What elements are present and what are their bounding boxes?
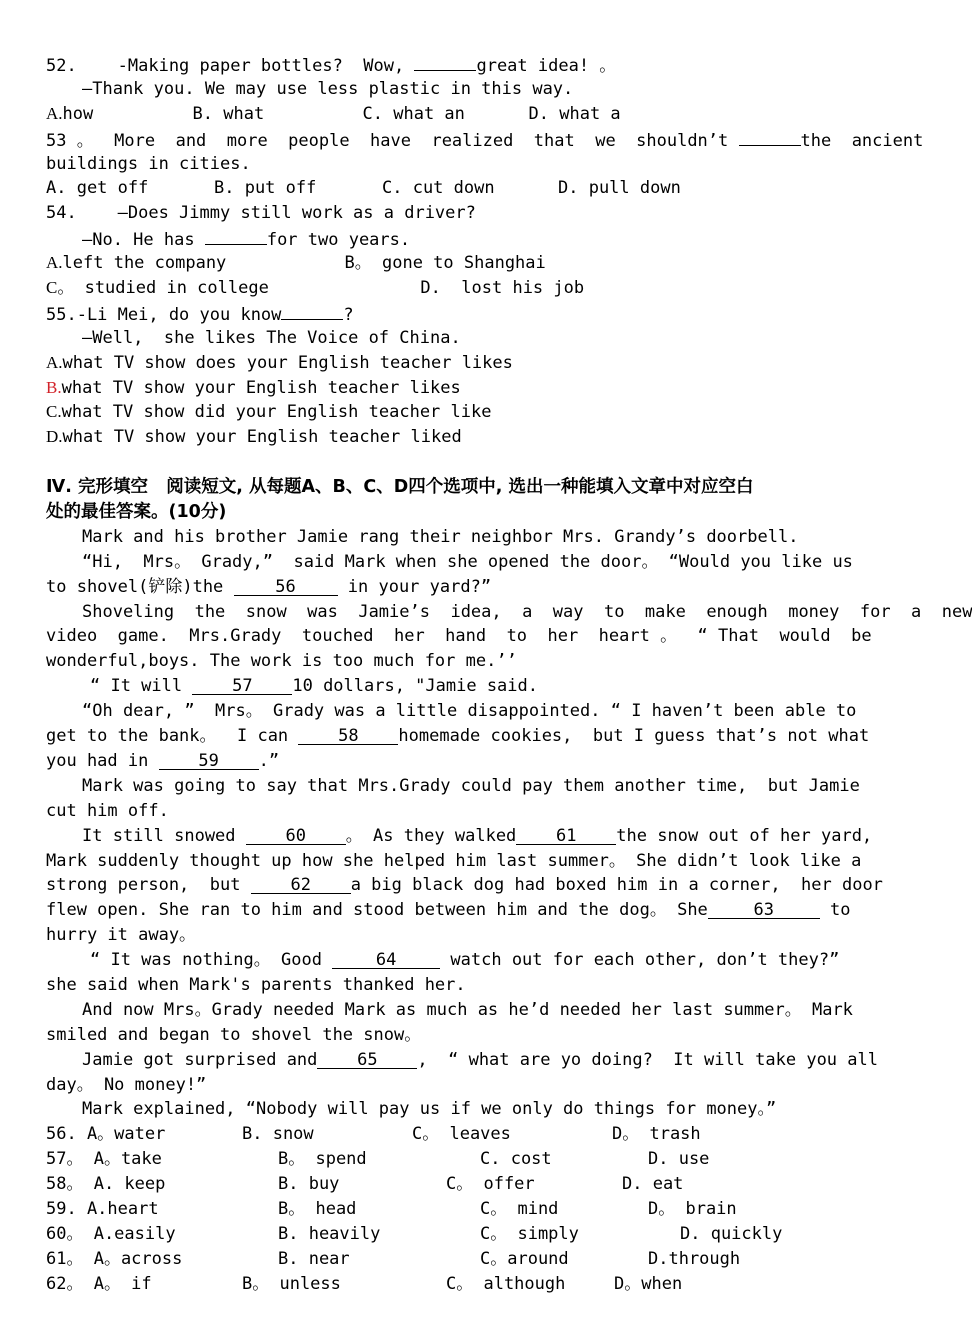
question-54: 54. —Does Jimmy still work as a driver?	[46, 203, 476, 224]
blank-61: 61	[516, 826, 616, 845]
text: “ It was nothing。 Good	[90, 950, 333, 971]
option-b: B. heavily	[278, 1223, 381, 1244]
answer-row-61	[46, 1247, 906, 1272]
blank	[205, 226, 267, 245]
option-a: 57。 A。take	[46, 1149, 162, 1170]
option-b: B。 head	[278, 1198, 357, 1219]
blank-65: 65	[317, 1050, 417, 1069]
option-letter: A.	[46, 352, 63, 372]
blank-58: 58	[298, 726, 398, 745]
option-letter: A.	[46, 253, 63, 273]
q55-option-d	[46, 425, 906, 450]
q53-option-c: C. cut down	[382, 178, 495, 199]
option-b: B. buy	[278, 1174, 340, 1195]
option-a: 59. A.heart	[46, 1198, 159, 1219]
option-b: B。 unless	[242, 1273, 341, 1294]
q55-option-b	[46, 376, 906, 401]
q53-options	[46, 176, 906, 201]
q55-option-a	[46, 351, 906, 376]
q52-stem: 52. -Making paper bottles? Wow,	[46, 56, 415, 76]
passage-p9a: And now Mrs。Grady needed Mark as much as he’d needed her last summer。 Mark	[82, 999, 853, 1020]
answer-row-56	[46, 1122, 906, 1147]
q54-options-ab	[46, 251, 906, 276]
q52-option-a: how	[62, 103, 94, 124]
text: homemade cookies, but I guess that’s not what	[398, 726, 870, 747]
passage-p7a	[46, 824, 906, 849]
option-text: what TV show did your English teacher like	[61, 402, 492, 423]
q52-stem-end: great idea! 。	[476, 56, 617, 76]
section-heading-cont: 处的最佳答案。(10分)	[46, 502, 227, 523]
option-d: D。 trash	[612, 1124, 701, 1145]
q55-option-c	[46, 400, 906, 425]
text: you had in	[46, 750, 159, 771]
passage-p5a: “Oh dear, ” Mrs。 Grady was a little disappointed. “ I haven’t been able to	[82, 701, 857, 722]
text: 。 As they walked	[345, 825, 517, 846]
option-c: C。 although	[446, 1273, 566, 1294]
option-letter: C.	[46, 402, 62, 422]
blank	[414, 52, 476, 71]
passage-p5c	[46, 749, 906, 774]
document-page	[46, 52, 972, 1297]
q54-reply-end: for two years.	[266, 230, 411, 251]
text: get to the bank。 I can	[46, 726, 299, 747]
passage-p10b: day。 No money!”	[46, 1074, 207, 1095]
option-c: C。around	[480, 1248, 569, 1269]
option-a: 56. A。water	[46, 1124, 166, 1145]
option-letter: B.	[46, 377, 62, 397]
option-c: C。 mind	[480, 1198, 559, 1219]
option-c: C. cost	[480, 1149, 552, 1170]
text: in your yard?”	[337, 576, 492, 597]
option-a: 58。 A. keep	[46, 1174, 166, 1195]
option-d: D. eat	[622, 1174, 684, 1195]
option-c: C。 leaves	[412, 1124, 511, 1145]
answer-row-57	[46, 1147, 906, 1172]
q52-options	[46, 102, 906, 127]
text: a big black dog had boxed him in a corner, her door	[350, 875, 883, 896]
q53-option-d: D. pull down	[558, 178, 681, 199]
blank-64: 64	[332, 950, 440, 969]
text: to shovel(铲除)the	[46, 576, 234, 597]
q52-option-d: D. what a	[528, 103, 621, 124]
option-a: 62。 A。 if	[46, 1273, 152, 1294]
text: the snow out of her yard,	[616, 825, 873, 846]
q54-options-cd	[46, 276, 906, 301]
option-letter: C。	[46, 278, 75, 298]
blank	[281, 301, 343, 320]
q54-option-b: B。 gone to Shanghai	[344, 253, 546, 274]
blank	[739, 127, 801, 146]
text: “ It will	[90, 676, 193, 697]
option-letter: A.	[46, 103, 63, 123]
option-b: B. snow	[242, 1124, 314, 1145]
question-55	[46, 301, 906, 326]
answer-row-60	[46, 1222, 906, 1247]
q54-option-d: D. lost his job	[420, 278, 585, 299]
passage-p7b: Mark suddenly thought up how she helped him last summer。 She didn’t look like a	[46, 850, 862, 871]
passage-p5b	[46, 724, 906, 749]
text: flew open. She ran to him and stood between him and the dog。 She	[46, 900, 708, 921]
passage-p3b: video game. Mrs.Grady touched her hand to her heart 。 “ That would be	[46, 626, 872, 647]
q52-reply: —Thank you. We may use less plastic in this way.	[82, 78, 574, 99]
q54-reply-start: —No. He has	[82, 230, 205, 251]
option-b: B。 spend	[278, 1149, 367, 1170]
option-d: D。when	[614, 1273, 683, 1294]
passage-p2a: “Hi, Mrs。 Grady,” said Mark when she opened the door。 “Would you like us	[82, 551, 853, 572]
passage-p11: Mark explained, “Nobody will pay us if we only do things for money。”	[82, 1099, 777, 1120]
option-letter: D.	[46, 427, 63, 447]
text: It still snowed	[82, 825, 246, 846]
answer-row-62	[46, 1272, 906, 1297]
passage-p6a: Mark was going to say that Mrs.Grady could pay them another time, but Jamie	[82, 775, 860, 796]
q53-line1-end: the ancient	[800, 130, 924, 151]
text: watch out for each other, don’t they?”	[440, 950, 840, 971]
option-d: D.through	[648, 1248, 741, 1269]
q55-reply: —Well, she likes The Voice of China.	[82, 327, 461, 348]
text: Jamie got surprised and	[82, 1049, 318, 1070]
section-heading: Ⅳ. 完形填空 阅读短文, 从每题A、B、C、D四个选项中, 选出一种能填入文章中对应空白	[46, 477, 754, 498]
spacer	[46, 450, 906, 475]
passage-p6b: cut him off.	[46, 800, 169, 821]
q54-reply	[46, 226, 906, 251]
option-text: what TV show does your English teacher likes	[62, 352, 513, 373]
passage-p2b	[46, 575, 906, 600]
passage-p4	[46, 674, 906, 699]
option-c: C。 simply	[480, 1223, 579, 1244]
q53-option-a: A. get off	[46, 178, 149, 199]
answer-row-58	[46, 1172, 906, 1197]
q53-option-b: B. put off	[214, 178, 317, 199]
passage-p3a: Shoveling the snow was Jamie’s idea, a way to make enough money for a new	[82, 601, 972, 622]
text: .”	[258, 750, 280, 771]
passage-p3c: wonderful,boys. The work is too much for me.’’	[46, 651, 517, 672]
passage-p7d	[46, 898, 906, 923]
question-52	[46, 52, 906, 77]
passage-p7c	[46, 873, 906, 898]
text: to	[819, 900, 851, 921]
passage-p7e: hurry it away。	[46, 925, 197, 946]
option-a: 60。 A.easily	[46, 1223, 176, 1244]
option-text: what TV show your English teacher liked	[62, 427, 462, 448]
q53-line2: buildings in cities.	[46, 153, 251, 174]
option-d: D。 brain	[648, 1198, 737, 1219]
q52-option-c: C. what an	[362, 103, 465, 124]
q54-option-a: left the company	[62, 253, 227, 274]
blank-57: 57	[192, 676, 292, 695]
blank-62: 62	[251, 875, 351, 894]
answer-row-59	[46, 1197, 906, 1222]
question-53	[46, 127, 924, 152]
passage-p9b: smiled and began to shovel the snow。	[46, 1024, 422, 1045]
q54-option-c: studied in college	[74, 278, 269, 299]
option-b: B. near	[278, 1248, 350, 1269]
q55-stem-end: ?	[343, 304, 354, 325]
q55-stem: 55.-Li Mei, do you know	[46, 304, 282, 325]
blank-60: 60	[246, 826, 346, 845]
q52-option-b: B. what	[192, 103, 265, 124]
text: strong person, but	[46, 875, 251, 896]
blank-56: 56	[234, 577, 338, 596]
q53-line1: 53 。 More and more people have realized that we shouldn’t	[46, 130, 739, 151]
text: 10 dollars, "Jamie said.	[292, 676, 538, 697]
blank-59: 59	[159, 751, 259, 770]
option-text: what TV show your English teacher likes	[61, 377, 461, 398]
blank-63: 63	[708, 900, 820, 919]
option-c: C。 offer	[446, 1174, 535, 1195]
option-d: D. use	[648, 1149, 710, 1170]
option-a: 61。 A。across	[46, 1248, 183, 1269]
passage-p10a	[46, 1048, 906, 1073]
text: , “ what are yo doing? It will take you all	[417, 1049, 878, 1070]
passage-p1: Mark and his brother Jamie rang their neighbor Mrs. Grandy’s doorbell.	[82, 526, 799, 547]
passage-p8b: she said when Mark's parents thanked her.	[46, 974, 466, 995]
passage-p8a	[46, 948, 906, 973]
option-d: D. quickly	[680, 1223, 783, 1244]
